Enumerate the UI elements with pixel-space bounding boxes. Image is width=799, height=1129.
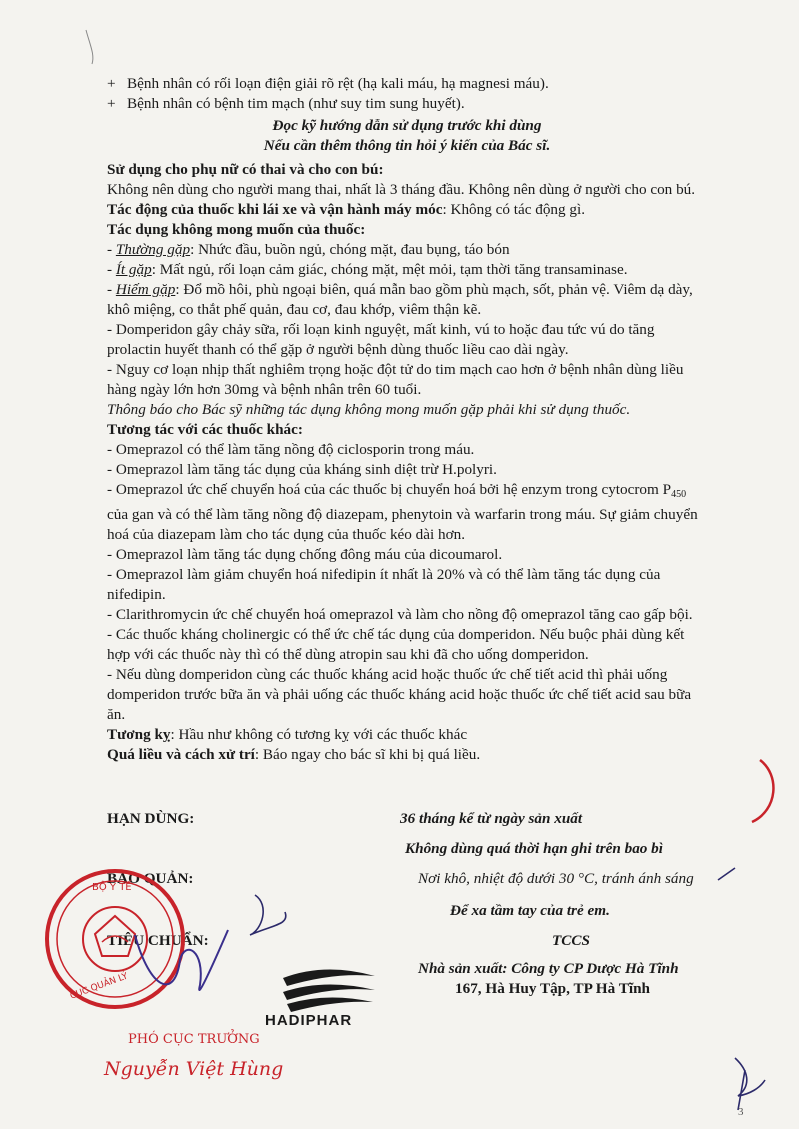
svg-text:BỘ Y TẾ: BỘ Y TẾ [92,882,132,893]
paragraph: - Omeprazol có thể làm tăng nồng độ ciclosporin trong máu. [107,441,475,458]
paragraph: - Các thuốc kháng cholinergic có thể ức chế tác dụng của domperidon. Nếu buộc phải dùng kết hợp với các thuốc này thì có thể dùng atropin sau khi đã cho uống domperidon. [107,626,685,663]
bullet-item: + Bệnh nhân có bệnh tim mạch (như suy tim sung huyết). [107,95,465,112]
frequency-label: Thường gặp [115,241,191,258]
paragraph: - Hiếm gặp: Đổ mồ hôi, phù ngoại biên, quá mẫn bao gồm phù mạch, sốt, phản vệ. Viêm dạ dày, khô miệng, co thắt phế quản, đau cơ, đau khớp, viêm thận kẽ. [107,281,693,318]
warning-line: Đọc kỹ hướng dẫn sử dụng trước khi dùng [272,117,542,134]
manufacturer-name: Nhà sản xuất: Công ty CP Dược Hà Tĩnh [418,960,679,977]
expiry-value: 36 tháng kể từ ngày sản xuất [400,810,583,827]
section-heading: Tương tác với các thuốc khác: [107,421,303,438]
logo-text: HADIPHAR [265,1012,353,1029]
bullet-item: + Bệnh nhân có rối loạn điện giải rõ rệt (hạ kali máu, hạ magnesi máu). [107,75,549,92]
bullet-mark: + [107,75,116,92]
section-heading: Tác dụng không mong muốn của thuốc: [107,221,366,238]
paragraph: - Omeprazol làm tăng tác dụng của kháng sinh diệt trừ H.polyri. [107,461,497,478]
storage-label: BẢO QUẢN: [107,870,194,887]
paragraph: - Omeprazol làm tăng tác dụng chống đông máu của dicoumarol. [107,546,503,563]
section-heading: Sử dụng cho phụ nữ có thai và cho con bú: [107,161,384,178]
paragraph: - Omeprazol làm giảm chuyển hoá nifedipin ít nhất là 20% và có thể làm tăng tác dụng của nifedipin. [107,566,661,603]
paragraph: Tương kỵ: Hầu như không có tương kỵ với các thuốc khác [107,726,468,743]
standard-value: TCCS [552,932,590,949]
paragraph: - Clarithromycin ức chế chuyển hoá omeprazol và làm cho nồng độ omeprazol tăng cao gấp bội. [107,606,693,623]
expiry-label: HẠN DÙNG: [107,810,195,827]
paragraph: Không nên dùng cho người mang thai, nhất là 3 tháng đầu. Không nên dùng ở người cho con bú. [107,181,696,198]
paragraph: - Thường gặp: Nhức đầu, buồn ngủ, chóng mặt, đau bụng, táo bón [107,241,510,258]
bullet-mark: + [107,95,116,112]
warning-line: Nếu cần thêm thông tin hỏi ý kiến của Bác sĩ. [263,137,551,154]
signer-name: Nguyễn Việt Hùng [104,1058,284,1080]
notice-line: Thông báo cho Bác sỹ những tác dụng không mong muốn gặp phải khi sử dụng thuốc. [107,401,631,418]
section-heading: Quá liều và cách xử trí [107,746,255,763]
paragraph: - Nếu dùng domperidon cùng các thuốc kháng acid hoặc thuốc ức chế tiết acid thì phải uống domperidon trước bữa ăn và phải uống các thuốc kháng acid hoặc thuốc ức chế tiết acid sau bữa ăn. [107,666,692,723]
manufacturer-address: 167, Hà Huy Tập, TP Hà Tĩnh [455,980,650,997]
storage-note: Để xa tầm tay của trẻ em. [450,902,610,919]
signer-title: PHÓ CỤC TRƯỞNG [128,1032,260,1047]
standard-label: TIÊU CHUẨN: [107,932,209,949]
frequency-label: Hiếm gặp [115,281,176,298]
storage-value: Nơi khô, nhiệt độ dưới 30 °C, tránh ánh sáng [418,870,694,887]
expiry-note: Không dùng quá thời hạn ghi trên bao bì [405,840,663,857]
paragraph: - Omeprazol ức chế chuyển hoá của các thuốc bị chuyển hoá bởi hệ enzym trong cytocrom $P_{450}$ của gan và có thể làm tăng nồng độ diazepam, phenytoin và warfarin trong máu. Sự giảm chuyển hoá của diazepam làm cho tác dụng của thuốc kéo dài hơn. [107,481,698,543]
frequency-label: Ít gặp [115,261,152,278]
paragraph: - Domperidon gây chảy sữa, rối loạn kinh nguyệt, mất kinh, vú to hoặc đau tức vú do tăng prolactin huyết thanh có thể gặp ở người bệnh dùng thuốc liều cao dài ngày. [107,321,655,358]
paragraph: - Nguy cơ loạn nhịp thất nghiêm trọng hoặc đột tử do tim mạch cao hơn ở bệnh nhân dùng liều hàng ngày lớn hơn 30mg và bệnh nhân trên 60 tuổi. [107,361,684,398]
paragraph: Quá liều và cách xử trí: Báo ngay cho bác sĩ khi bị quá liều. [107,746,481,763]
section-heading: Tương kỵ [107,726,171,743]
page-number: 3 [738,1106,744,1118]
paragraph: - Ít gặp: Mất ngủ, rối loạn cảm giác, chóng mặt, mệt mỏi, tạm thời tăng transaminase. [107,261,628,278]
section-heading: Tác động của thuốc khi lái xe và vận hành máy móc [107,201,443,218]
svg-text:CỤC QUẢN LÝ: CỤC QUẢN LÝ [68,971,130,1002]
paragraph: Tác động của thuốc khi lái xe và vận hành máy móc: Không có tác động gì. [107,201,586,218]
